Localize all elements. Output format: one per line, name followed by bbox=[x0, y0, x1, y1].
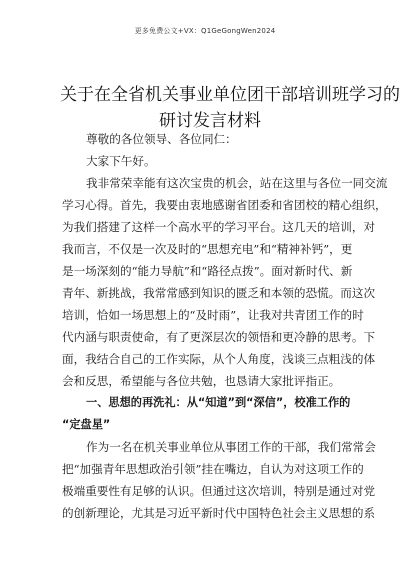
paragraph-line: 我而言，不仅是一次及时的“思想充电”和“精神补钙”，更 bbox=[62, 242, 353, 256]
paragraph-line: 面，我结合自己的工作实际，从个人角度，浅谈三点粗浅的体 bbox=[62, 352, 376, 366]
document-title bbox=[60, 82, 400, 134]
paragraph-line: 培训，恰如一场思想上的“及时雨”，让我对共青团工作的时 bbox=[62, 308, 364, 322]
paragraph-line: 代内涵与职责使命，有了更深层次的领悟和更冷静的思考。下 bbox=[62, 330, 376, 344]
paragraph-line: 作为一名在机关事业单位从事团工作的干部，我们常常会 bbox=[86, 440, 376, 454]
paragraph-line: 学习心得。首先，我要由衷地感谢省团委和省团校的精心组织， bbox=[62, 198, 387, 212]
greeting: 大家下午好。 bbox=[86, 154, 156, 168]
section-heading-line-1: 一、思想的再洗礼：从“知道”到“深信”，校准工作的 bbox=[86, 396, 351, 409]
paragraph-line: 我非常荣幸能有这次宝贵的机会，站在这里与各位一同交流 bbox=[86, 176, 388, 190]
salutation: 尊敬的各位领导、各位同仁： bbox=[86, 132, 237, 146]
section-heading-line-2: “定盘星” bbox=[62, 418, 111, 431]
paragraph-line: 会和反思，希望能与各位共勉，也恳请大家批评指正。 bbox=[62, 374, 341, 388]
paragraph-line: 把“加强青年思想政治引领”挂在嘴边，自认为对这项工作的 bbox=[62, 462, 364, 476]
paragraph-line: 青年、新挑战，我常常感到知识的匮乏和本领的恐慌。而这次 bbox=[62, 286, 376, 300]
document-body bbox=[62, 128, 388, 524]
title-line-2: 研讨发言材料 bbox=[159, 111, 261, 131]
paragraph-line: 极端重要性有足够的认识。但通过这次培训，特别是通过对党 bbox=[62, 484, 376, 498]
paragraph-line: 的创新理论，尤其是习近平新时代中国特色社会主义思想的系 bbox=[62, 506, 376, 520]
title-line-1: 关于在全省机关事业单位团干部培训班学习的 bbox=[60, 85, 400, 105]
paragraph-line: 是一场深刻的“能力导航”和“路径点拨”。面对新时代、新 bbox=[62, 264, 353, 278]
paragraph-line: 为我们搭建了这样一个高水平的学习平台。这几天的培训，对 bbox=[62, 220, 376, 234]
header-watermark: 更多免费公文+VX：Q1GeGongWen2024 bbox=[134, 27, 276, 35]
